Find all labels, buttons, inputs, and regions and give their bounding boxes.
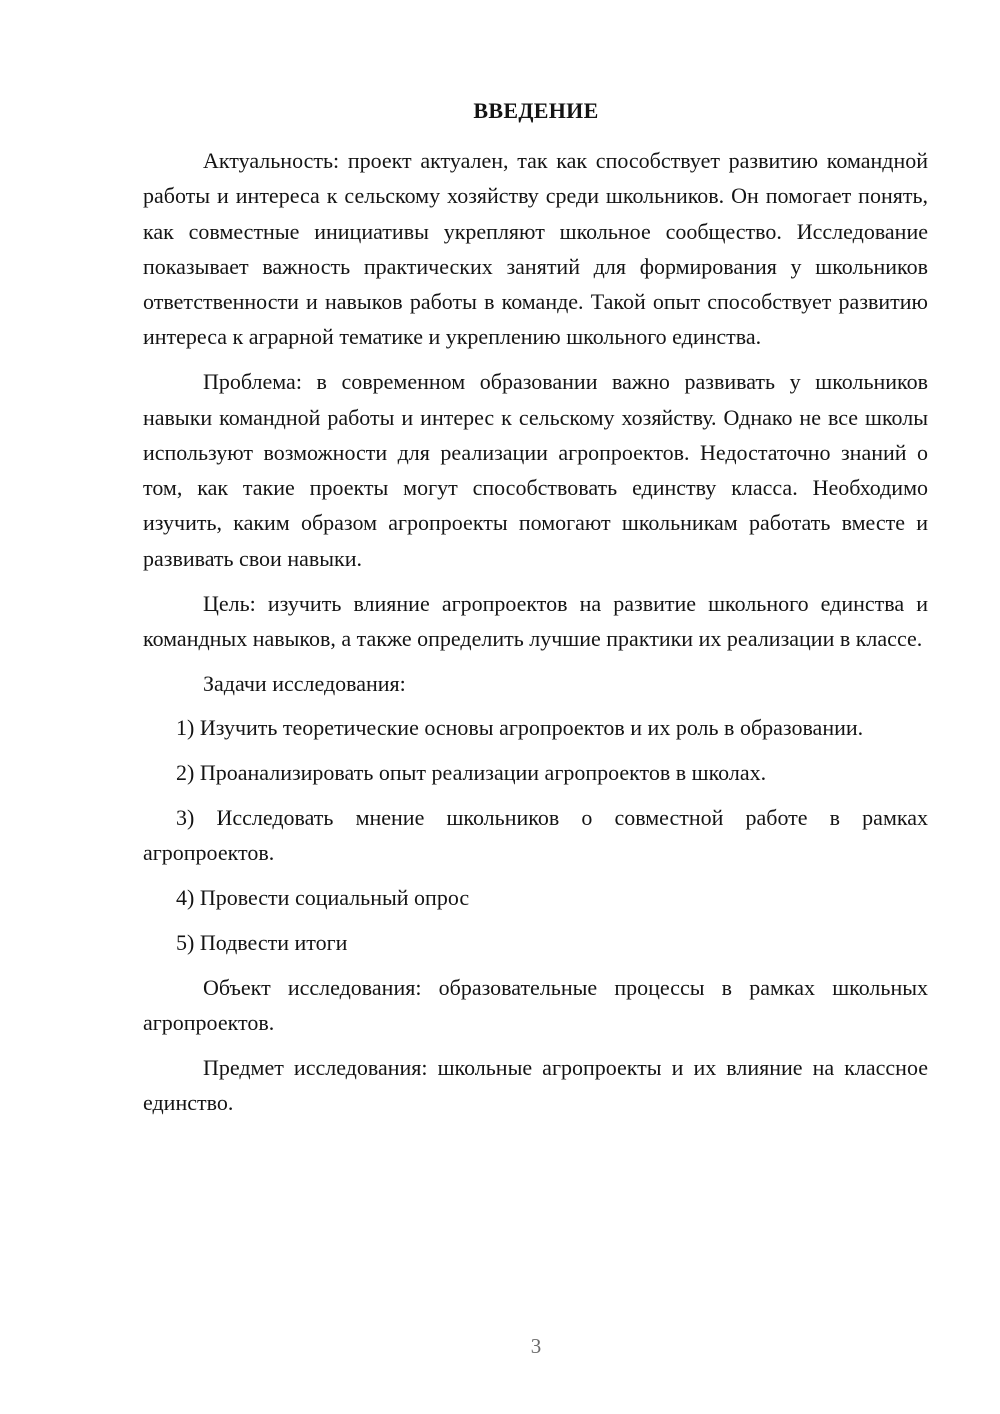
paragraph-subject: Предмет исследования: школьные агропроекты и их влияние на классное единство. [143,1054,928,1116]
task-item-5: 5) Подвести итоги [176,929,348,955]
paragraph-goal: Цель: изучить влияние агропроектов на развитие школьного единства и командных навыков, а также определить лучшие практики их реализации в классе. [143,590,928,651]
paragraph-problem: Проблема: в современном образовании важно развивать у школьников навыки командной работы и интерес к сельскому хозяйству. Однако не все школы используют возможности для реализации агропроектов. Недостаточно знаний о том, как такие проекты могут способствовать единству класса. Необходимо изучить, каким образом агропроекты помогают школьникам работать вместе и развивать свои навыки. [143,369,928,571]
tasks-heading: Задачи исследования: [203,670,406,696]
task-item-4: 4) Провести социальный опрос [176,885,470,911]
page-number: 3 [530,1334,542,1358]
paragraph-relevance: Актуальность: проект актуален, так как способствует развитию командной работы и интереса к сельскому хозяйству среди школьников. Он помогает понять, как совместные инициативы укрепляют школьное сообщество. Исследование показывает важность практических занятий для формирования у школьников ответственности и навыков работы в команде. Такой опыт способствует развитию интереса к аграрной тематике и укреплению школьного единства. [143,148,928,350]
task-item-1: 1) Изучить теоретические основы агропроектов и их роль в образовании. [176,715,864,741]
task-item-2: 2) Проанализировать опыт реализации агропроектов в школах. [176,760,767,786]
section-title: ВВЕДЕНИЕ [473,98,599,123]
document-body [143,143,928,1130]
task-item-3: 3) Исследовать мнение школьников о совместной работе в рамках агропроектов. [143,805,928,866]
paragraph-object: Объект исследования: образовательные процессы в рамках школьных агропроектов. [143,974,928,1036]
